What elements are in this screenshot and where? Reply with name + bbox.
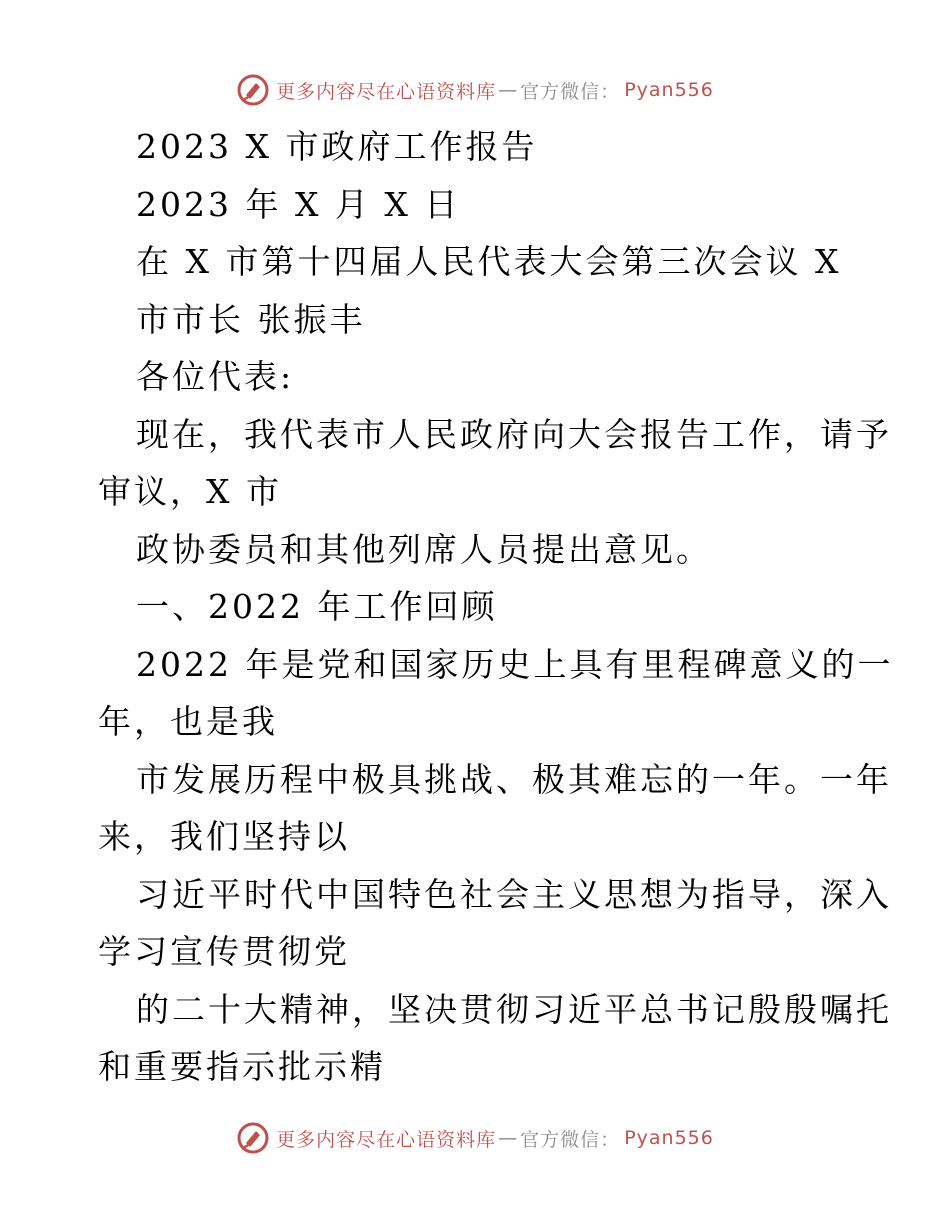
doc-line: 习近平时代中国特色社会主义思想为指导，深入 xyxy=(136,874,892,914)
watermark-footer xyxy=(0,1118,950,1158)
doc-line: 年，也是我 xyxy=(98,702,278,741)
doc-line: 2022 年是党和国家历史上具有里程碑意义的一 xyxy=(136,644,894,684)
watermark-brand-text: 官方微信： xyxy=(520,1128,621,1151)
watermark-id-text: Pyan556 xyxy=(624,79,714,101)
doc-line: 市市长 张振丰 xyxy=(136,299,366,339)
doc-line: 和重要指示批示精 xyxy=(98,1047,386,1086)
watermark-brand-text: 官方微信： xyxy=(520,80,621,103)
doc-line: 现在，我代表市人民政府向大会报告工作，请予 xyxy=(136,414,892,454)
doc-line: 来，我们坚持以 xyxy=(98,817,350,856)
watermark-main-text: 更多内容尽在心语资料库 xyxy=(276,80,497,103)
watermark-header xyxy=(0,70,950,110)
doc-line: 审议，X 市 xyxy=(98,472,282,511)
doc-line: 学习宣传贯彻党 xyxy=(98,932,350,971)
doc-section-heading: 一、2022 年工作回顾 xyxy=(136,587,498,626)
doc-line: 的二十大精神，坚决贯彻习近平总书记殷殷嘱托 xyxy=(136,989,892,1029)
watermark-separator: — xyxy=(498,79,519,101)
doc-salutation: 各位代表: xyxy=(136,357,295,396)
logo-icon xyxy=(236,73,270,107)
logo-icon xyxy=(236,1121,270,1155)
document-body xyxy=(98,118,894,1096)
doc-date: 2023 年 X 月 X 日 xyxy=(136,184,461,224)
doc-title: 2023 X 市政府工作报告 xyxy=(136,127,538,166)
doc-line: 政协委员和其他列席人员提出意见。 xyxy=(136,529,712,569)
watermark-id-text: Pyan556 xyxy=(624,1127,714,1149)
watermark-main-text: 更多内容尽在心语资料库 xyxy=(276,1128,497,1151)
doc-line: 在 X 市第十四届人民代表大会第三次会议 X xyxy=(136,242,842,281)
doc-line: 市发展历程中极具挑战、极其难忘的一年。一年 xyxy=(136,759,892,799)
watermark-separator: — xyxy=(498,1127,519,1149)
